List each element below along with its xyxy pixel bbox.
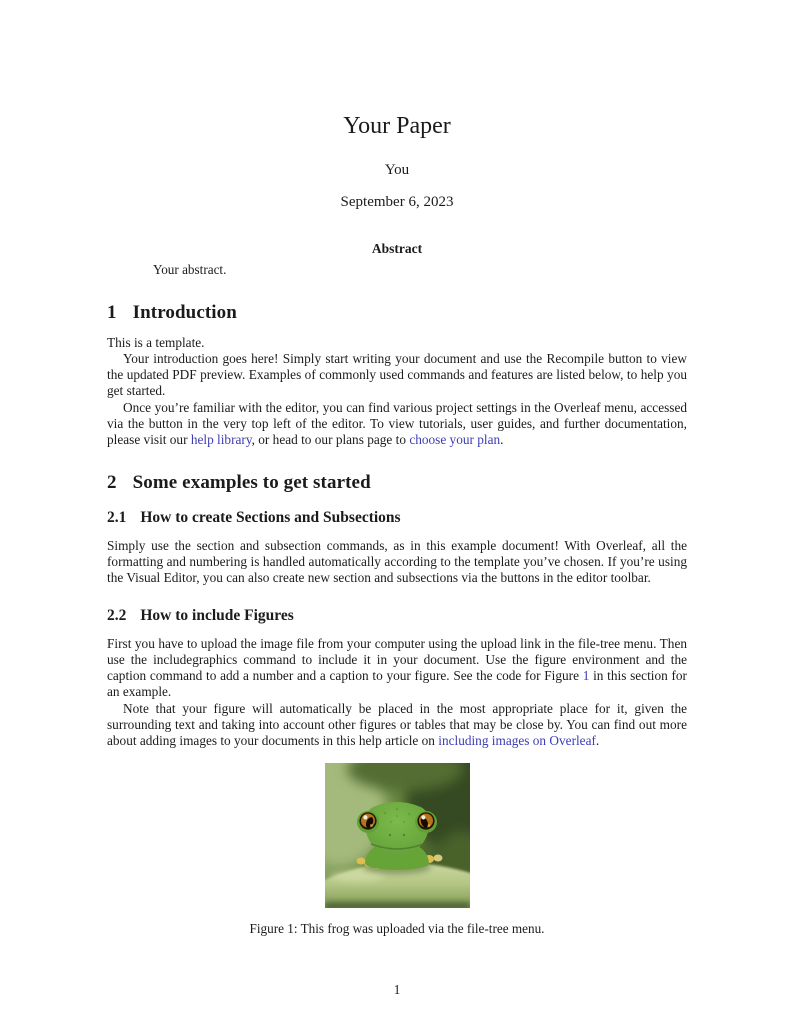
paper-author: You — [384, 161, 410, 178]
abstract-text: Your abstract. — [153, 261, 227, 277]
subsection-number: 2.2 — [107, 607, 127, 625]
paragraph: Simply use the section and subsection commands, as in this example document! With Overleaf, all the formatting and numbering is handled automatically according to the template you’ve chosen. If you’re using the Visual Editor, you can also create new section and subsections via the buttons in the editor toolbar. — [107, 537, 687, 586]
subsection-heading-sections — [107, 509, 687, 528]
paragraph-text: in this section for an example. — [107, 668, 687, 700]
section-title: Some examples to get started — [132, 472, 371, 494]
paragraph — [107, 400, 687, 449]
section-heading-examples — [107, 472, 687, 495]
paragraph-text: First you have to upload the image file from your computer using the upload link in the file-tree menu. Then use the includegraphics command to include it in your document. Use the figure environment and the caption command to add a number and a caption to your figure. See the code for Figure — [107, 635, 687, 684]
abstract-heading: Abstract — [371, 241, 423, 257]
paragraph-text: . — [500, 432, 504, 448]
paragraph: Your introduction goes here! Simply start writing your document and use the Recompile button to view the updated PDF preview. Examples of commonly used commands and features are listed below, to help you get started. — [107, 351, 687, 399]
including-images-link[interactable]: including images on Overleaf — [438, 733, 596, 749]
paragraph-text: . — [595, 733, 600, 749]
section-title: Introduction — [132, 302, 237, 324]
page-content — [107, 0, 687, 937]
page-number: 1 — [393, 982, 401, 997]
subsection-heading-figures — [107, 607, 687, 626]
subsection-number: 2.1 — [107, 509, 127, 527]
section-number: 1 — [107, 302, 117, 324]
paragraph-text: Note that your figure will automatically be placed in the most appropriate place for it, given the surrounding text and taking into account other figures or tables that may be close by. You can find out more about adding images to your documents in this help article on — [107, 700, 687, 749]
frog-photo — [325, 763, 470, 908]
section-number: 2 — [107, 472, 117, 494]
figure-caption: Figure 1: This frog was uploaded via the file-tree menu. — [249, 921, 545, 937]
paragraph-text: Once you’re familiar with the editor, you can find various project settings in the Overleaf menu, accessed via the button in the very top left of the editor. To view tutorials, user guides, and further documentation, please visit our — [107, 399, 687, 448]
paper-date: September 6, 2023 — [340, 194, 454, 211]
figure-1 — [107, 763, 687, 937]
choose-your-plan-link[interactable]: choose your plan — [409, 432, 501, 448]
help-library-link[interactable]: help library — [190, 432, 252, 448]
paper-title: Your Paper — [343, 113, 451, 139]
paragraph — [107, 636, 687, 701]
paragraph-text: , or head to our plans page to — [251, 432, 410, 448]
section-heading-introduction — [107, 302, 687, 325]
subsection-title: How to include Figures — [140, 607, 294, 625]
paragraph: This is a template. — [107, 334, 205, 350]
paragraph — [107, 701, 687, 750]
figure-1-reference-link[interactable]: 1 — [582, 668, 590, 684]
subsection-title: How to create Sections and Subsections — [140, 509, 401, 527]
